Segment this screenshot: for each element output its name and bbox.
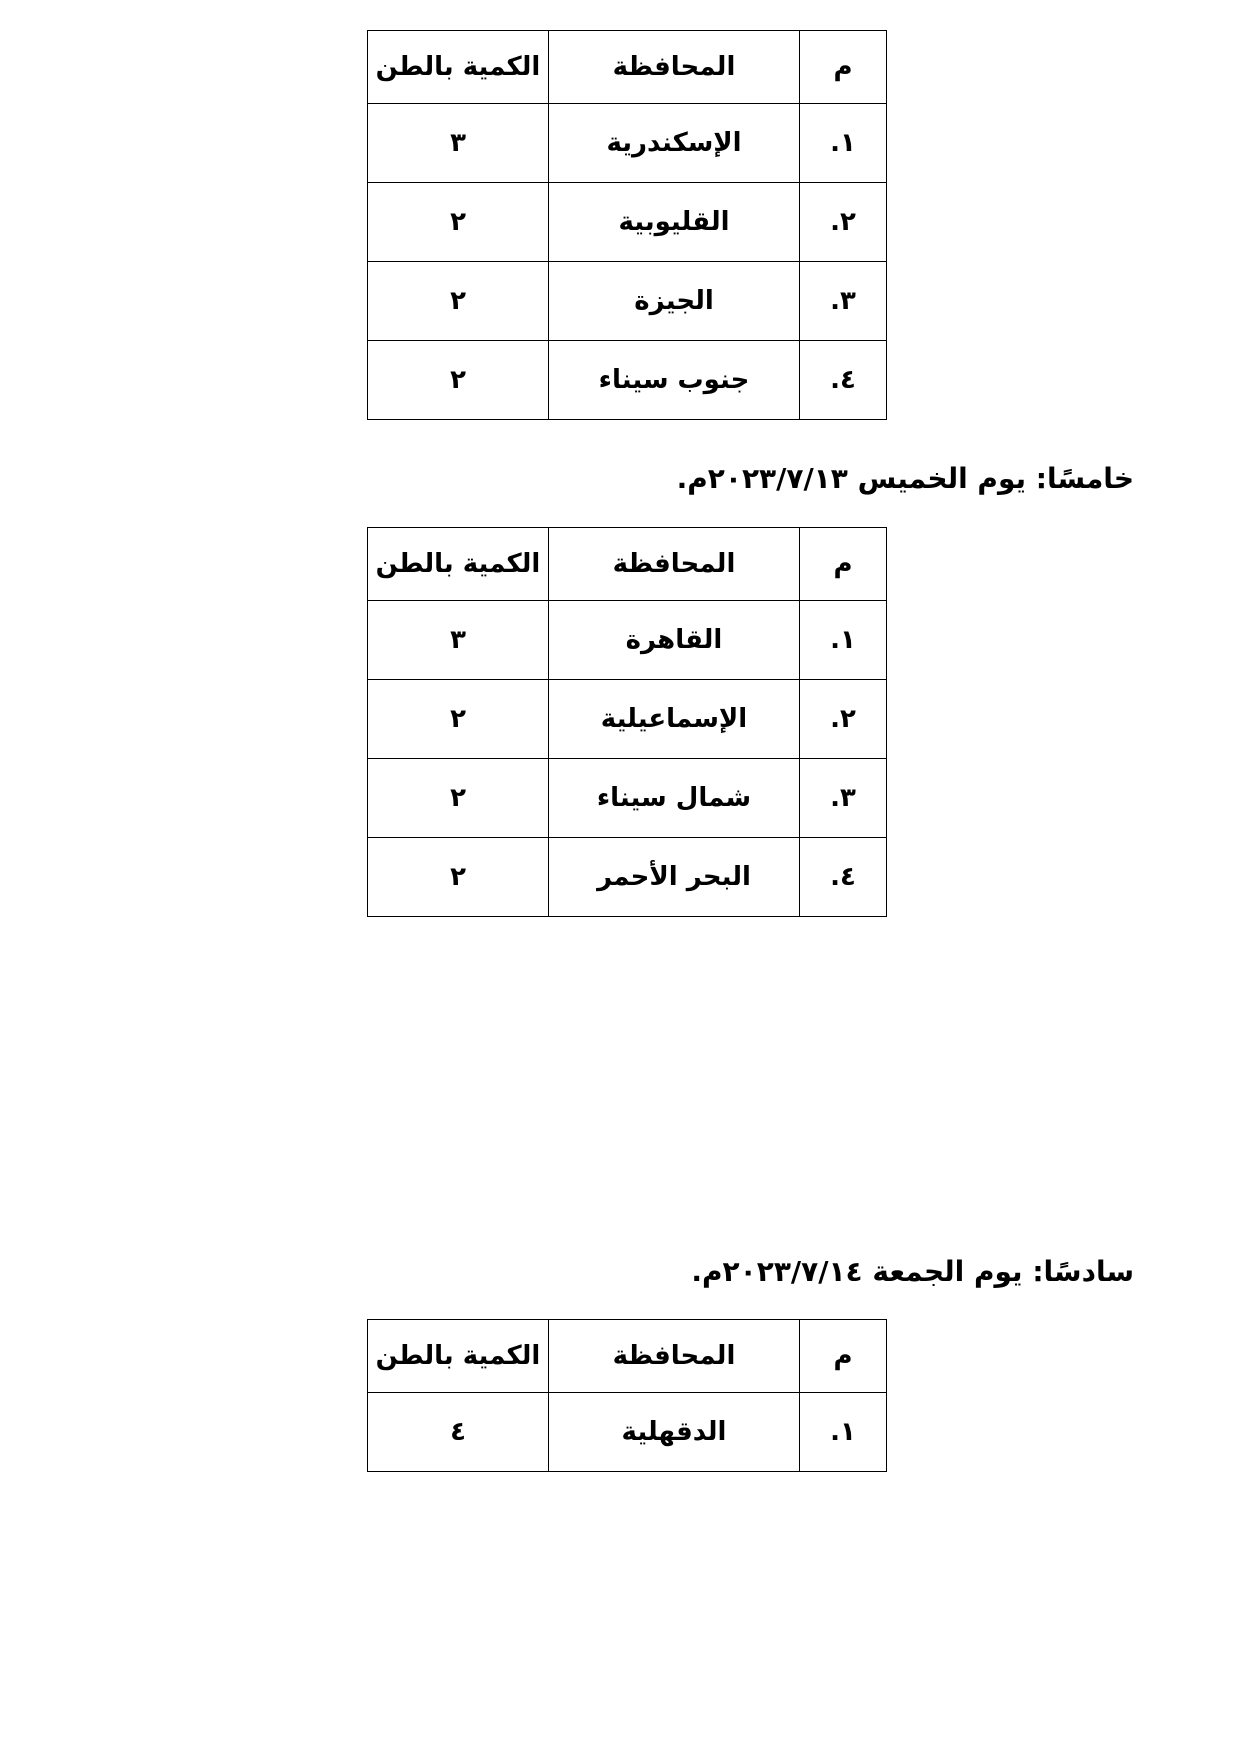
table-row	[368, 183, 887, 262]
row-index: ١.	[800, 1393, 887, 1472]
row-index: ٣.	[800, 262, 887, 341]
header-index: م	[800, 31, 887, 104]
row-quantity: ٢	[368, 680, 549, 759]
row-index: ٢.	[800, 183, 887, 262]
table-header-row	[368, 31, 887, 104]
table-header-row	[368, 528, 887, 601]
row-governorate: الدقهلية	[549, 1393, 800, 1472]
row-quantity: ٢	[368, 759, 549, 838]
table-row	[368, 759, 887, 838]
row-index: ٣.	[800, 759, 887, 838]
row-governorate: الجيزة	[549, 262, 800, 341]
table-header-row	[368, 1320, 887, 1393]
header-index: م	[800, 528, 887, 601]
row-quantity: ٢	[368, 262, 549, 341]
table-row	[368, 680, 887, 759]
row-quantity: ٣	[368, 601, 549, 680]
header-quantity: الكمية بالطن	[368, 528, 549, 601]
row-index: ١.	[800, 601, 887, 680]
row-governorate: شمال سيناء	[549, 759, 800, 838]
header-governorate: المحافظة	[549, 1320, 800, 1393]
row-governorate: القاهرة	[549, 601, 800, 680]
row-quantity: ٢	[368, 183, 549, 262]
row-governorate: البحر الأحمر	[549, 838, 800, 917]
row-index: ٤.	[800, 341, 887, 420]
table-row	[368, 838, 887, 917]
table-row	[368, 262, 887, 341]
row-governorate: جنوب سيناء	[549, 341, 800, 420]
table-row	[368, 1393, 887, 1472]
row-quantity: ٢	[368, 838, 549, 917]
header-quantity: الكمية بالطن	[368, 31, 549, 104]
row-quantity: ٤	[368, 1393, 549, 1472]
row-governorate: الإسماعيلية	[549, 680, 800, 759]
row-quantity: ٣	[368, 104, 549, 183]
header-governorate: المحافظة	[549, 31, 800, 104]
header-governorate: المحافظة	[549, 528, 800, 601]
row-governorate: الإسكندرية	[549, 104, 800, 183]
row-governorate: القليوبية	[549, 183, 800, 262]
table-row	[368, 104, 887, 183]
row-quantity: ٢	[368, 341, 549, 420]
header-index: م	[800, 1320, 887, 1393]
header-quantity: الكمية بالطن	[368, 1320, 549, 1393]
row-index: ١.	[800, 104, 887, 183]
governorate-table-2	[367, 527, 887, 917]
section-heading-friday: سادسًا: يوم الجمعة ٢٠٢٣/٧/١٤م.	[691, 1255, 1134, 1288]
table-row	[368, 341, 887, 420]
section-heading-thursday: خامسًا: يوم الخميس ٢٠٢٣/٧/١٣م.	[676, 462, 1134, 495]
governorate-table-1	[367, 30, 887, 420]
row-index: ٤.	[800, 838, 887, 917]
row-index: ٢.	[800, 680, 887, 759]
table-row	[368, 601, 887, 680]
governorate-table-3	[367, 1319, 887, 1472]
